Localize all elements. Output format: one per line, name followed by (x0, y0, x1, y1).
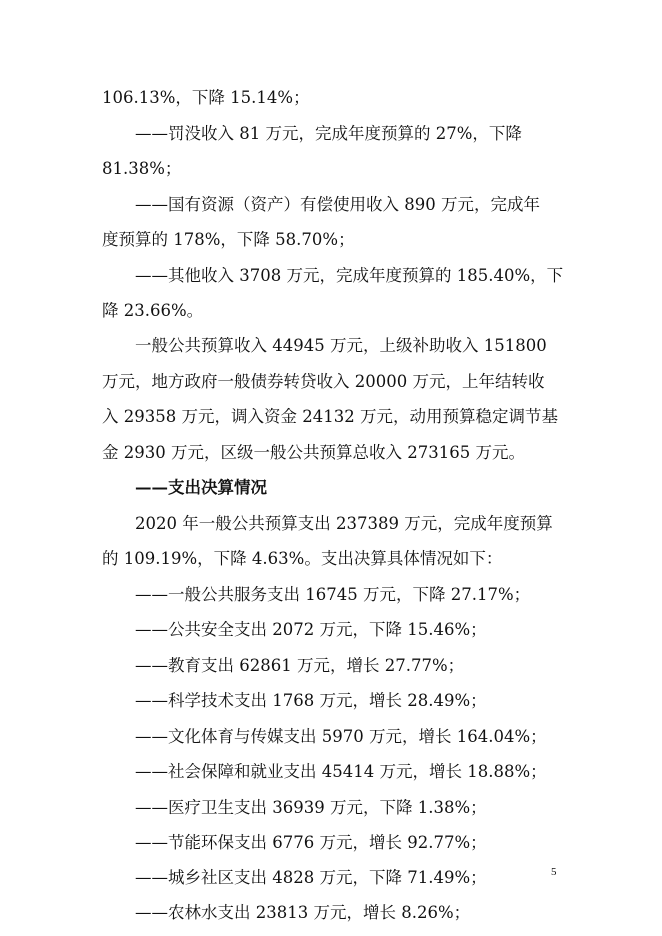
list-item: ——节能环保支出 6776 万元，增长 92.77%； (135, 833, 487, 852)
text-line: 入 29358 万元，调入资金 24132 万元，动用预算稳定调节基 (102, 407, 558, 426)
list-item: ——农林水支出 23813 万元，增长 8.26%； (135, 903, 471, 922)
list-item: ——科学技术支出 1768 万元，增长 28.49%； (135, 691, 487, 710)
text-line: ——其他收入 3708 万元，完成年度预算的 185.40%，下 (135, 266, 564, 285)
text-line: ——罚没收入 81 万元，完成年度预算的 27%，下降 (135, 124, 522, 143)
list-item: ——文化体育与传媒支出 5970 万元，增长 164.04%； (135, 727, 547, 746)
text-line: ——国有资源（资产）有偿使用收入 890 万元，完成年 (135, 195, 540, 214)
text-line: 金 2930 万元，区级一般公共预算总收入 273165 万元。 (102, 443, 525, 462)
text-line: 一般公共预算收入 44945 万元，上级补助收入 151800 (135, 336, 547, 355)
list-item: ——公共安全支出 2072 万元，下降 15.46%； (135, 620, 487, 639)
text-line: 降 23.66%。 (102, 301, 204, 320)
list-item: ——一般公共服务支出 16745 万元，下降 27.17%； (135, 585, 531, 604)
list-item: ——医疗卫生支出 36939 万元，下降 1.38%； (135, 798, 487, 817)
page-number: 5 (551, 866, 557, 878)
text-line: 106.13%，下降 15.14%； (102, 88, 310, 107)
list-item: ——城乡社区支出 4828 万元，下降 71.49%； (135, 868, 487, 887)
text-line: 的 109.19%，下降 4.63%。支出决算具体情况如下： (102, 549, 503, 568)
text-line: 81.38%； (102, 159, 182, 178)
list-item: ——社会保障和就业支出 45414 万元，增长 18.88%； (135, 762, 547, 781)
text-line: 度预算的 178%，下降 58.70%； (102, 230, 355, 249)
section-heading: ——支出决算情况 (135, 478, 267, 497)
list-item: ——教育支出 62861 万元，增长 27.77%； (135, 656, 465, 675)
text-line: 万元，地方政府一般债券转贷收入 20000 万元，上年结转收 (102, 372, 545, 391)
text-line: 2020 年一般公共预算支出 237389 万元，完成年度预算 (135, 514, 553, 533)
